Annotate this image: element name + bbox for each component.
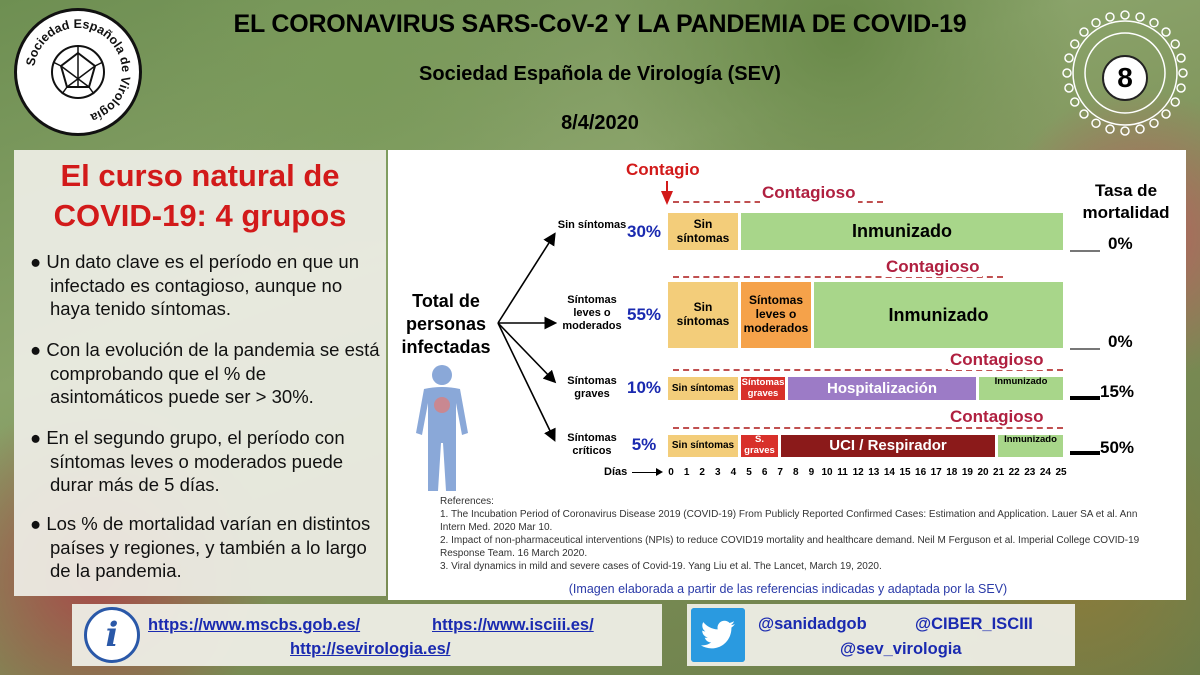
day-tick: 10 <box>821 467 833 478</box>
references-heading: References: <box>440 496 494 507</box>
contagioso-label: Contagioso <box>950 350 1044 369</box>
group-label: Síntomas críticos <box>567 432 617 457</box>
virus-icon <box>17 11 139 133</box>
contagioso-label: Contagioso <box>762 183 856 202</box>
bullet-text: En el segundo grupo, el período con síntomas leves o moderados puede durar más de 5 días. <box>46 427 345 495</box>
day-tick: 14 <box>883 467 895 478</box>
day-tick: 16 <box>915 467 927 478</box>
segment-inmunizado: Inmunizado <box>814 282 1063 348</box>
group-label: Síntomas graves <box>567 375 617 400</box>
bullet-marker: ● <box>30 427 42 448</box>
segment-leves: Síntomas leves o moderados <box>741 282 811 348</box>
total-line1: Total de <box>412 291 480 311</box>
contagioso-dash <box>673 427 1063 429</box>
handle-ciber-isciii[interactable]: @CIBER_ISCIII <box>915 615 1033 633</box>
segment-inmunizado: Inmunizado <box>998 435 1063 457</box>
mortality-line <box>1070 396 1100 400</box>
day-tick: 19 <box>961 467 973 478</box>
mortality-value: 0% <box>1108 332 1133 351</box>
day-tick: 25 <box>1055 467 1067 478</box>
day-tick: 15 <box>899 467 911 478</box>
mortality-header <box>1074 180 1178 224</box>
page-subtitle: Sociedad Española de Virología (SEV) <box>419 63 781 85</box>
bullet-marker: ● <box>30 251 42 272</box>
contagio-label: Contagio <box>626 160 700 179</box>
twitter-icon <box>691 608 745 662</box>
bullet-item <box>24 512 384 583</box>
link-isciii[interactable]: https://www.isciii.es/ <box>432 616 594 634</box>
info-icon: i <box>84 607 140 663</box>
day-tick: 4 <box>730 467 737 478</box>
bullet-item <box>24 338 384 409</box>
segment-uci-respirador: UCI / Respirador <box>781 435 995 457</box>
contagioso-label: Contagioso <box>886 257 980 276</box>
handle-sanidadgob[interactable]: @sanidadgob <box>758 615 867 633</box>
link-sevirologia[interactable]: http://sevirologia.es/ <box>290 640 451 658</box>
link-mscbs[interactable]: https://www.mscbs.gob.es/ <box>148 616 361 634</box>
sev-logo <box>14 8 142 136</box>
left-panel-title <box>14 156 386 236</box>
day-tick: 23 <box>1024 467 1036 478</box>
day-tick: 17 <box>930 467 942 478</box>
group-percent: 30% <box>626 222 662 241</box>
segment-sin-sintomas: Sin síntomas <box>668 377 738 400</box>
reference-item: 3. Viral dynamics in mild and severe cases of Covid-19. Yang Liu et al. The Lancet, March 19, 2020. <box>440 561 882 572</box>
left-title-line1: El curso natural de <box>60 158 340 193</box>
day-tick: 18 <box>946 467 958 478</box>
day-tick: 21 <box>993 467 1005 478</box>
segment-sin-sintomas: Sin síntomas <box>668 435 738 457</box>
total-line3: infectadas <box>401 337 491 357</box>
branch-arrows <box>494 225 564 450</box>
segment-graves: Síntomas graves <box>741 376 785 399</box>
bullet-item <box>24 426 384 497</box>
mortality-header-line2: mortalidad <box>1082 203 1170 222</box>
contagioso-label: Contagioso <box>950 407 1044 426</box>
group-percent: 10% <box>626 378 662 397</box>
bullet-marker: ● <box>30 339 42 360</box>
bullet-text: Con la evolución de la pandemia se está comprobando que el % de asintomáticos puede ser > 30%. <box>46 339 380 407</box>
mortality-header-line1: Tasa de <box>1094 181 1158 200</box>
bullet-text: Los % de mortalidad varían en distintos países y regiones, y también a lo largo de la pandemia. <box>46 513 371 581</box>
mortality-line <box>1070 451 1100 455</box>
days-arrow-icon <box>656 468 663 476</box>
segment-s-graves: S. graves <box>741 435 778 457</box>
mortality-line <box>1070 250 1100 252</box>
bullet-item <box>24 250 384 321</box>
left-title-line2: COVID-19: 4 grupos <box>53 198 347 233</box>
segment-sin-sintomas: Sin síntomas <box>668 213 738 250</box>
day-tick: 11 <box>837 467 848 478</box>
segment-hospitalizacion: Hospitalización <box>788 377 976 400</box>
person-body-icon <box>410 363 474 495</box>
contagio-arrow-icon <box>661 191 673 205</box>
page-date: 8/4/2020 <box>561 112 639 134</box>
group-percent: 55% <box>626 305 662 324</box>
segment-sin-sintomas: Sin síntomas <box>668 282 738 348</box>
day-tick: 6 <box>761 467 768 478</box>
day-tick: 20 <box>977 467 989 478</box>
day-tick: 9 <box>808 467 815 478</box>
bullet-marker: ● <box>30 513 42 534</box>
mortality-value: 15% <box>1100 382 1135 401</box>
references <box>440 495 1160 573</box>
day-tick: 13 <box>868 467 880 478</box>
group-percent: 5% <box>631 435 657 454</box>
mortality-line <box>1070 348 1100 350</box>
group-label: Síntomas leves o moderados <box>562 294 622 332</box>
days-label: Días <box>604 466 628 478</box>
mortality-value: 0% <box>1108 234 1133 253</box>
mortality-value: 50% <box>1100 438 1135 457</box>
bullet-text: Un dato clave es el período en que un infectado es contagioso, aunque no haya tenido síntomas. <box>46 251 359 319</box>
segment-inmunizado: Inmunizado <box>979 377 1063 400</box>
day-tick: 5 <box>746 467 752 478</box>
day-tick: 3 <box>715 467 721 478</box>
day-tick: 1 <box>683 467 690 478</box>
image-caption: (Imagen elaborada a partir de las referencias indicadas y adaptada por la SEV) <box>568 582 1008 596</box>
day-tick: 24 <box>1039 467 1051 478</box>
segment-inmunizado: Inmunizado <box>741 213 1063 250</box>
reference-item: 2. Impact of non-pharmaceutical interventions (NPIs) to reduce COVID19 mortality and healthcare demand. Neil M Ferguson et al. Imperial College COVID-19 Response Team. 16 March 2020. <box>440 535 1140 559</box>
day-tick: 12 <box>852 467 864 478</box>
day-tick: 0 <box>668 467 674 478</box>
total-infected-label <box>394 290 498 359</box>
slide-number-badge: 8 <box>1102 55 1148 101</box>
day-tick: 8 <box>793 467 799 478</box>
day-tick: 22 <box>1008 467 1020 478</box>
day-tick: 7 <box>777 467 783 478</box>
total-line2: personas <box>405 314 487 334</box>
handle-sev-virologia[interactable]: @sev_virologia <box>840 640 962 658</box>
day-tick: 2 <box>699 467 705 478</box>
reference-item: 1. The Incubation Period of Coronavirus Disease 2019 (COVID-19) From Publicly Reported Confirmed Cases: Estimation and Application. Lauer SA et al. Ann Intern Med. 2020 Mar 10. <box>440 509 1138 533</box>
group-label: Sin síntomas <box>557 219 627 231</box>
page-title: EL CORONAVIRUS SARS-CoV-2 Y LA PANDEMIA DE COVID-19 <box>233 10 967 38</box>
logo-text: Sociedad Española de Virología <box>23 16 134 125</box>
